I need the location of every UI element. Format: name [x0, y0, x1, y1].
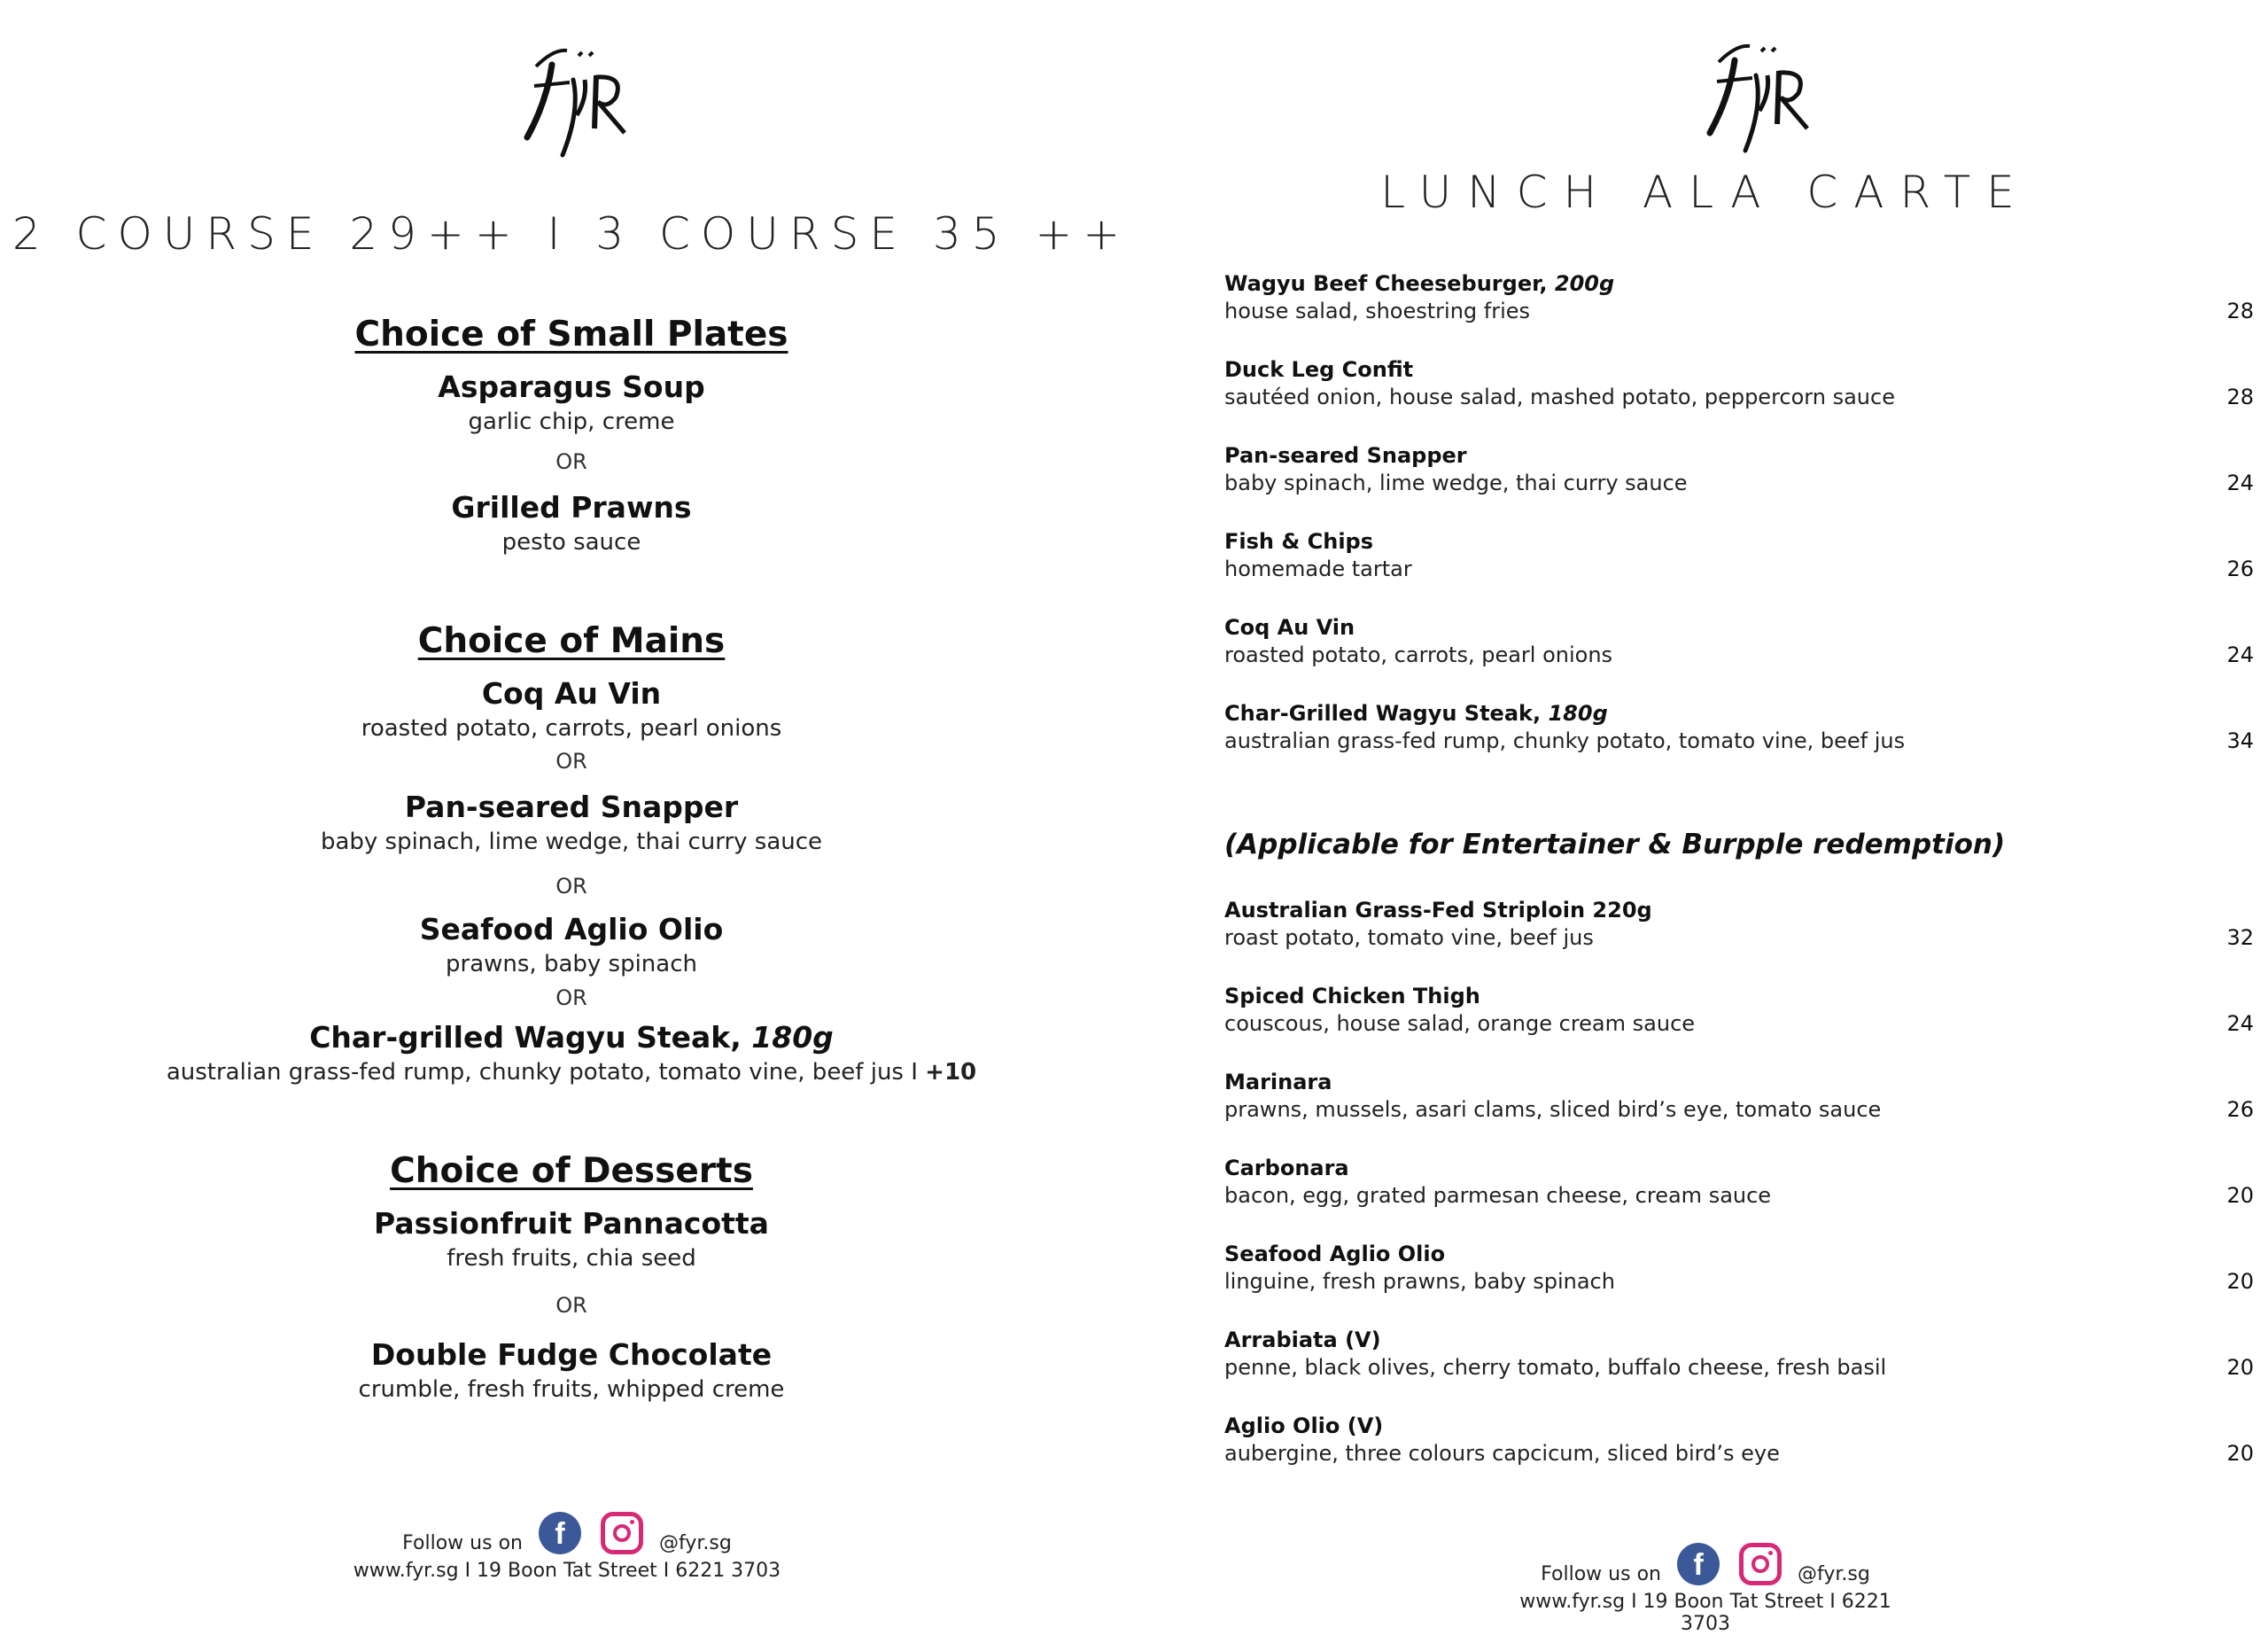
menu-item: Aglio Olio (V) aubergine, three colours capcicum, sliced bird’s eye 20	[1224, 1413, 2254, 1466]
dish-desc: crumble, fresh fruits, whipped creme	[358, 1376, 785, 1403]
item-price: 32	[2226, 925, 2254, 950]
desserts-section	[0, 1147, 1143, 1404]
section-title: Choice of Mains	[417, 621, 726, 661]
section-title: Choice of Desserts	[390, 1151, 753, 1191]
menu-item: Coq Au Vin roasted potato, carrots, pearl onions 24	[1224, 615, 2254, 667]
redemption-note: (Applicable for Entertainer & Burpple redemption)	[1224, 829, 2006, 860]
item-price: 20	[2226, 1183, 2254, 1208]
or-separator: OR	[555, 749, 587, 774]
dish-desc: australian grass-fed rump, chunky potato, tomato vine, beef jus I +10	[166, 1059, 977, 1086]
dish-desc: pesto sauce	[501, 529, 641, 556]
dish-name: Pan-seared Snapper	[404, 790, 739, 824]
ala-carte-list	[1224, 269, 2254, 785]
dish-name: Coq Au Vin	[481, 676, 662, 711]
dish-name: Seafood Aglio Olio	[419, 912, 724, 946]
or-separator: OR	[555, 874, 587, 899]
item-price: 24	[2226, 1011, 2254, 1036]
dish-name: Passionfruit Pannacotta	[374, 1206, 769, 1241]
contact-address: www.fyr.sg I 19 Boon Tat Street I 6221 3703	[1519, 1591, 1891, 1635]
small-plates-section	[0, 310, 1143, 557]
menu-item: Arrabiata (V) penne, black olives, cherry tomato, buffalo cheese, fresh basil 20	[1224, 1327, 2254, 1380]
dish-desc: prawns, baby spinach	[446, 951, 697, 977]
or-separator: OR	[555, 1293, 587, 1318]
item-price: 26	[2226, 1097, 2254, 1122]
item-price: 28	[2226, 385, 2254, 409]
dish-desc: fresh fruits, chia seed	[447, 1245, 696, 1272]
item-price: 20	[2226, 1269, 2254, 1294]
item-price: 20	[2226, 1355, 2254, 1380]
dish-desc: baby spinach, lime wedge, thai curry sauce	[320, 829, 823, 855]
item-price: 26	[2226, 557, 2254, 581]
mains-section	[0, 617, 1143, 1086]
footer	[292, 1507, 842, 1582]
instagram-icon[interactable]	[601, 1512, 643, 1554]
dish-name: Double Fudge Chocolate	[370, 1337, 773, 1372]
or-separator: OR	[555, 449, 587, 474]
item-price: 34	[2226, 728, 2254, 753]
item-price: 24	[2226, 471, 2254, 495]
social-handle[interactable]: @fyr.sg	[1797, 1562, 1870, 1585]
set-lunch-page	[0, 0, 1143, 1604]
follow-label: Follow us on	[1541, 1562, 1661, 1585]
menu-item: Fish & Chips homemade tartar 26	[1224, 529, 2254, 581]
dish-name: Asparagus Soup	[438, 370, 705, 404]
menu-item: Marinara prawns, mussels, asari clams, sliced bird’s eye, tomato sauce 26	[1224, 1070, 2254, 1122]
item-price: 24	[2226, 642, 2254, 667]
or-separator: OR	[555, 985, 587, 1010]
facebook-icon[interactable]: f	[539, 1512, 581, 1554]
fyr-logo	[501, 31, 642, 164]
instagram-icon[interactable]	[1739, 1543, 1782, 1585]
dish-desc: garlic chip, creme	[468, 409, 675, 435]
menu-item: Seafood Aglio Olio linguine, fresh prawns, baby spinach 20	[1224, 1242, 2254, 1294]
dish-desc: roasted potato, carrots, pearl onions	[361, 715, 782, 742]
ala-carte-page	[1143, 0, 2268, 1635]
facebook-icon[interactable]: f	[1677, 1543, 1720, 1585]
section-title: Choice of Small Plates	[354, 315, 788, 354]
menu-item: Char-Grilled Wagyu Steak, 180g australian grass-fed rump, chunky potato, tomato vine, beef jus 34	[1224, 701, 2254, 753]
menu-item: Wagyu Beef Cheeseburger, 200g house salad, shoestring fries 28	[1224, 271, 2254, 323]
dish-name: Grilled Prawns	[451, 490, 692, 525]
redemption-list	[1224, 896, 2254, 1498]
item-price: 20	[2226, 1441, 2254, 1466]
menu-item: Spiced Chicken Thigh couscous, house salad, orange cream sauce 24	[1224, 984, 2254, 1036]
menu-item: Carbonara bacon, egg, grated parmesan cheese, cream sauce 20	[1224, 1156, 2254, 1208]
menu-item: Pan-seared Snapper baby spinach, lime wedge, thai curry sauce 24	[1224, 443, 2254, 495]
follow-label: Follow us on	[402, 1531, 523, 1554]
set-menu	[0, 310, 1143, 1404]
set-lunch-pricing: 2 COURSE 29++ I 3 COURSE 35 ++	[12, 208, 1131, 260]
menu-item: Duck Leg Confit sautéed onion, house salad, mashed potato, peppercorn sauce 28	[1224, 357, 2254, 409]
menu-item: Australian Grass-Fed Striploin 220g roast potato, tomato vine, beef jus 32	[1224, 898, 2254, 950]
dish-name: Char-grilled Wagyu Steak, 180g	[309, 1020, 834, 1055]
contact-address: www.fyr.sg I 19 Boon Tat Street I 6221 3703	[353, 1560, 781, 1582]
social-handle[interactable]: @fyr.sg	[658, 1531, 732, 1554]
item-price: 28	[2226, 299, 2254, 323]
footer	[1497, 1538, 1914, 1635]
fyr-logo	[1683, 27, 1825, 160]
ala-carte-title: LUNCH ALA CARTE	[1380, 167, 2031, 218]
